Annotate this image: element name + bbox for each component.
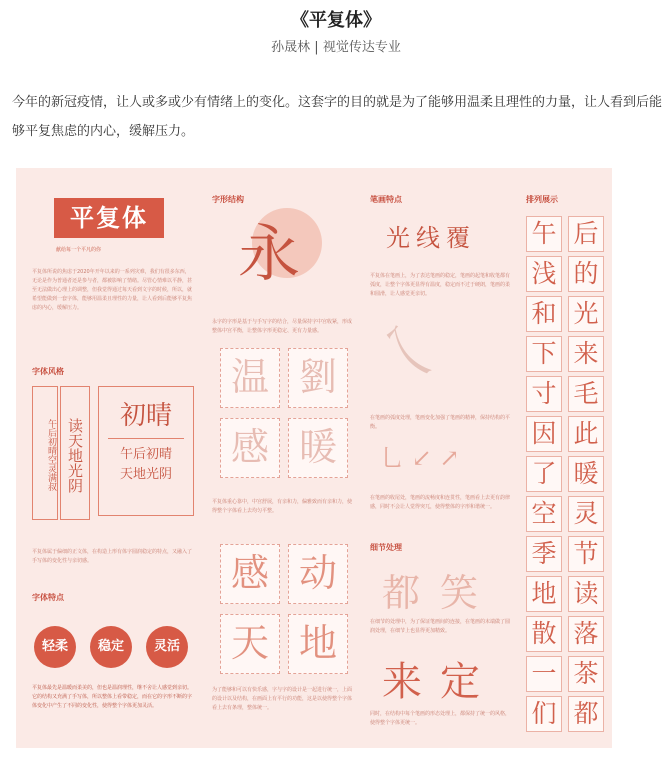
layout-character: 来 xyxy=(568,336,604,372)
strokes-characters: 光线覆 xyxy=(386,224,476,252)
layout-character: 寸 xyxy=(526,376,562,412)
strokes-heading: 笔画特点 xyxy=(370,195,402,204)
divider xyxy=(108,438,184,439)
layout-character: 毛 xyxy=(568,376,604,412)
grid2-cell: 天 xyxy=(220,614,280,674)
detail-character: 来 xyxy=(382,659,422,705)
features-heading: 字体特点 xyxy=(32,593,64,602)
features-note: 平复体最先是温暖而柔美的，但也是温润理性，继不舍让人感觉到亲切。它的结构又充满了手写体，所以整体上看带稳定，而在它的字形不断的字体变化中产生了不同的变化性，使得整个字体更加灵活。 xyxy=(32,685,193,709)
layout-character: 此 xyxy=(568,416,604,452)
poster-column-2 xyxy=(208,168,358,748)
grid1-cell: 感 xyxy=(220,418,280,478)
article-intro: 今年的新冠疫情，让人或多或少有情绪上的变化。这套字的目的就是为了能够用温柔且理性的力量，让人看到后能够平复焦虑的内心，缓解压力。 xyxy=(12,95,663,139)
strokes-note-3: 在笔画的收尾处，笔画的流畅度和连贯性，笔画看上去更有韵律感，同时不会让人觉得突兀，使得整体的字形和谐统一。 xyxy=(370,495,511,510)
grid2-cell: 感 xyxy=(220,544,280,604)
structure-note: 永字的字形是基于与手写字的结合，尽量保持字中宫收紧，形成整体中宫平衡，让整体字形更稳定、更有力量感。 xyxy=(212,319,353,334)
feature-circle-3: 灵活 xyxy=(146,626,188,668)
feature-circle-2: 稳定 xyxy=(90,626,132,668)
style-sample-large-line1: 午后初晴 xyxy=(119,447,172,462)
layout-character: 浅 xyxy=(526,256,562,292)
layout-character: 灵 xyxy=(568,496,604,532)
grid1-cell: 劉 xyxy=(288,348,348,408)
detail-character: 笑 xyxy=(440,571,479,615)
layout-character: 后 xyxy=(568,216,604,252)
poster-column-3 xyxy=(366,168,516,748)
layout-character: 了 xyxy=(526,456,562,492)
feature-circle-1: 轻柔 xyxy=(34,626,76,668)
yong-character: 永 xyxy=(238,217,301,290)
layout-character: 都 xyxy=(568,696,604,732)
grid1-cell: 暖 xyxy=(288,418,348,478)
layout-character: 季 xyxy=(526,536,562,572)
poster-column-1 xyxy=(16,168,202,748)
layout-character: 节 xyxy=(568,536,604,572)
layout-character: 地 xyxy=(526,576,562,612)
detail-heading: 细节处理 xyxy=(370,543,402,552)
layout-character: 的 xyxy=(568,256,604,292)
poster xyxy=(16,168,612,748)
style-heading: 字体风格 xyxy=(32,367,64,376)
detail-character: 都 xyxy=(382,571,421,615)
article-title: 《平复体》 xyxy=(291,10,381,31)
style-sample-large-line2: 天地光阴 xyxy=(119,467,172,482)
poster-intro-text: 平复体所说的焦虑于2020年开年以来的一系列灾难，我们有很多东西，无论是作为普通者还是参与者，都被影响了情绪。尽管心情难以平静，甚至无法做出心理上的调整，但我觉得通过每天看到文字的时候，所以，就希望能做到一套字体，能够用温柔且理性的力量，让人看到后能够平复焦虑的内心，缓解压力。 xyxy=(32,269,193,311)
layout-character: 暖 xyxy=(568,456,604,492)
grid2-cell: 动 xyxy=(288,544,348,604)
poster-banner-subtitle: 献给每一个平凡的你 xyxy=(56,247,102,253)
detail-note-2: 同时，在结构中每个笔画的形态处理上，都保持了统一的风格，使得整个字体更统一。 xyxy=(370,711,511,726)
layout-character: 午 xyxy=(526,216,562,252)
detail-character: 定 xyxy=(440,659,480,705)
layout-character: 和 xyxy=(526,296,562,332)
grid1-cell: 温 xyxy=(220,348,280,408)
layout-character: 光 xyxy=(568,296,604,332)
layout-character: 读 xyxy=(568,576,604,612)
grid1-note: 平复体重心靠中，中宫舒展，有亲和力，偏雅致而有亲和力，使得整个字体看上去均匀平整。 xyxy=(212,499,353,514)
grid2-note: 为了能够和可以有快乐感，字与字的设计是一起进行统一，上面的设计以及结构，在画面上有平行的功能，这是以使得整个字体看上去有条理，整体统一。 xyxy=(212,687,353,711)
poster-column-4 xyxy=(520,168,612,748)
layout-character: 因 xyxy=(526,416,562,452)
style-note: 平复体属于偏细的正文体，在构造上形有体字圆润稳定的特点，又融入了手写体的变化性与亲切感。 xyxy=(32,549,193,564)
layout-heading: 排列展示 xyxy=(526,195,558,204)
layout-character: 一 xyxy=(526,656,562,692)
strokes-note-1: 平复体在笔画上，为了表达笔画的稳定，笔画的起笔和收笔都有弧度，让整个字体更显得有温度，稳定而不过于硬朗，笔画的柔和圆滑，让人感觉更亲切。 xyxy=(370,273,511,297)
grid2-cell: 地 xyxy=(288,614,348,674)
style-sample-large-title: 初晴 xyxy=(119,401,172,431)
stroke-details: 乚 ↙ ↗ xyxy=(380,444,460,472)
style-sample-small: 午后初晴空灵满叔 xyxy=(32,386,58,520)
layout-character: 下 xyxy=(526,336,562,372)
style-sample-medium: 读天地光阴 xyxy=(60,386,90,520)
style-sample-large xyxy=(98,386,194,516)
poster-banner: 平复体 xyxy=(54,198,164,238)
article-byline: 孙晟林 | 视觉传达专业 xyxy=(271,40,401,55)
layout-character: 空 xyxy=(526,496,562,532)
layout-character: 们 xyxy=(526,696,562,732)
layout-character: 落 xyxy=(568,616,604,652)
layout-character: 茶 xyxy=(568,656,604,692)
layout-character: 散 xyxy=(526,616,562,652)
strokes-note-2: 在笔画的弧度处理，笔画变化加强了笔画的精神，保持结构的平衡。 xyxy=(370,415,511,430)
detail-note-1: 在细节的处理中，为了保证笔画间的连接，在笔画的末端做了圆润处理，在细节上也显得更加精致。 xyxy=(370,619,511,634)
stroke-diagram: 乀 xyxy=(380,319,434,382)
structure-heading: 字形结构 xyxy=(212,195,244,204)
